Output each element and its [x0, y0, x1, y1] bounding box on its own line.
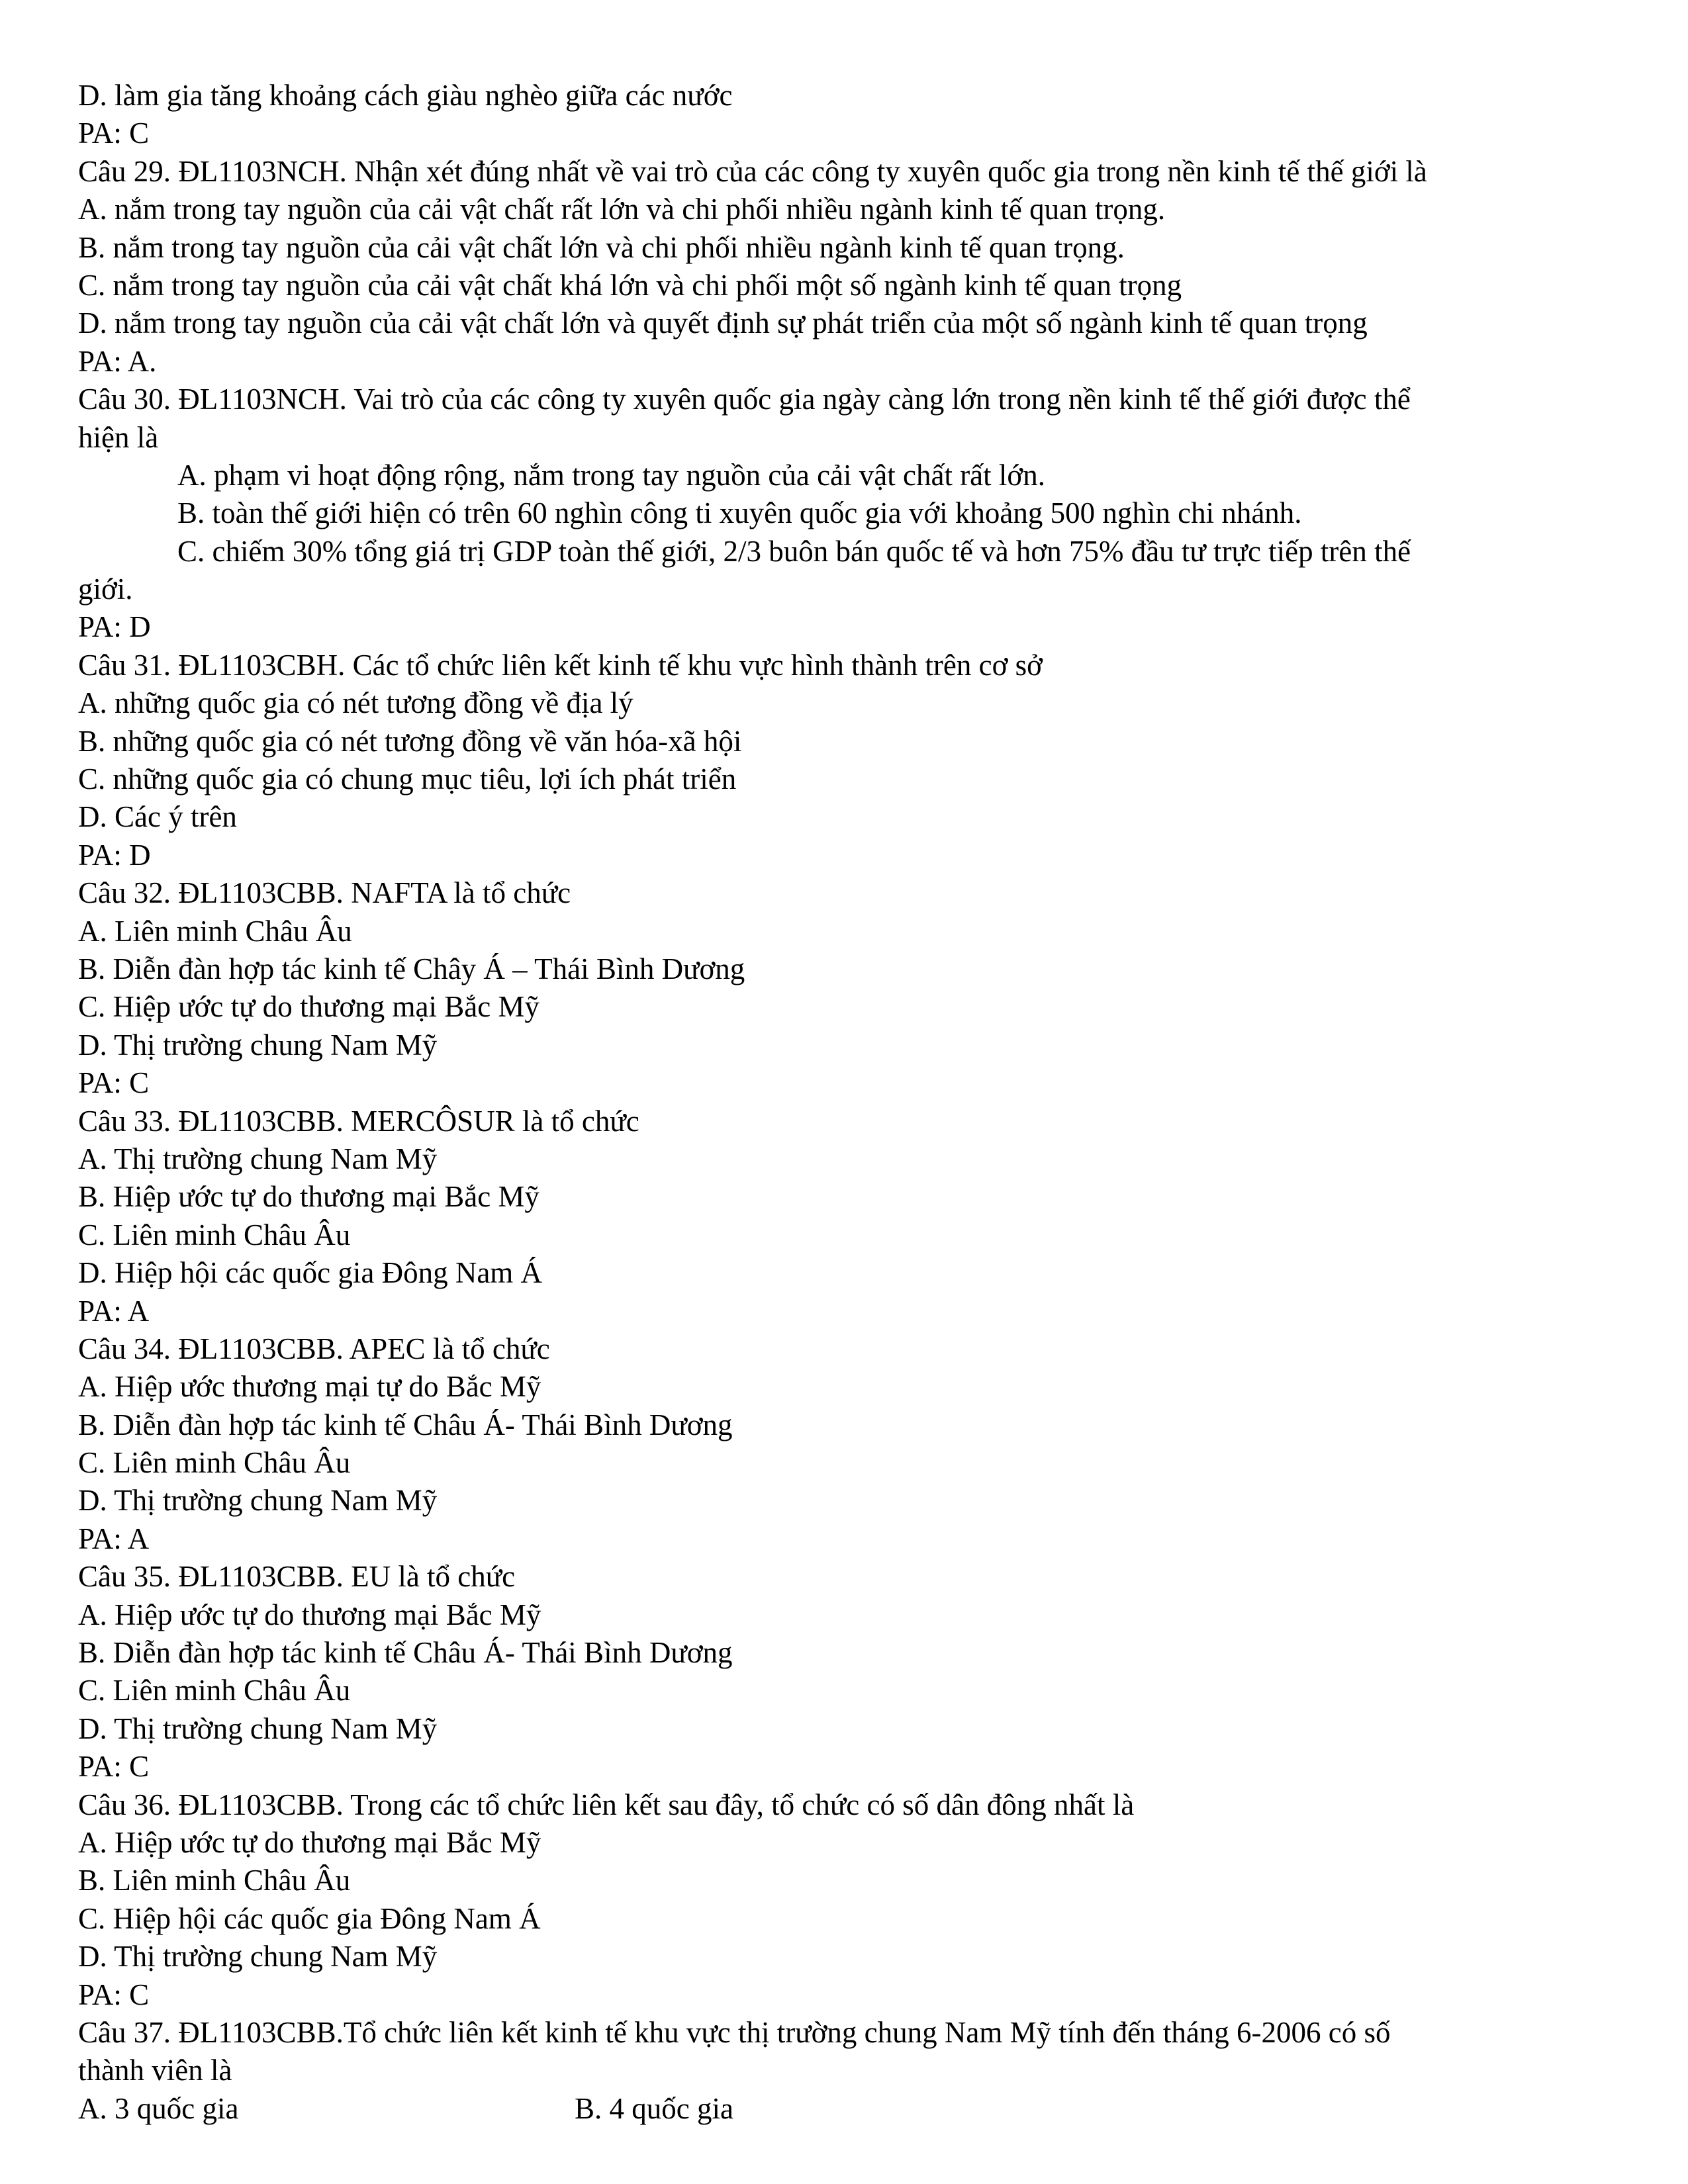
- question-line: Câu 29. ĐL1103NCH. Nhận xét đúng nhất về vai trò của các công ty xuyên quốc gia trong nền kinh tế thế giới là: [78, 154, 1427, 188]
- answer-key-line: PA: C: [78, 1978, 150, 2011]
- option-line: C. chiếm 30% tổng giá trị GDP toàn thế giới, 2/3 buôn bán quốc tế và hơn 75% đầu tư trực tiếp trên thế: [177, 534, 1411, 568]
- option-line: C. Liên minh Châu Âu: [78, 1674, 351, 1707]
- text-line: giới.: [78, 572, 133, 606]
- option-line: B. nắm trong tay nguồn của cải vật chất lớn và chi phối nhiều ngành kinh tế quan trọng.: [78, 230, 1125, 264]
- option-line: D. nắm trong tay nguồn của cải vật chất lớn và quyết định sự phát triển của một số ngành kinh tế quan trọng: [78, 306, 1368, 340]
- question-line: Câu 32. ĐL1103CBB. NAFTA là tổ chức: [78, 876, 571, 910]
- answer-key-line: PA: A.: [78, 344, 157, 378]
- option-line: D. Các ý trên: [78, 800, 237, 834]
- option-line: D. Thị trường chung Nam Mỹ: [78, 1940, 438, 1974]
- option-line: A. phạm vi hoạt động rộng, nắm trong tay nguồn của cải vật chất rất lớn.: [177, 458, 1045, 492]
- option-line: D. Thị trường chung Nam Mỹ: [78, 1711, 438, 1745]
- option-line: D. Thị trường chung Nam Mỹ: [78, 1484, 438, 1518]
- option-line: D. Hiệp hội các quốc gia Đông Nam Á: [78, 1256, 543, 1290]
- text-line: hiện là: [78, 420, 159, 454]
- option-line: C. Liên minh Châu Âu: [78, 1218, 351, 1251]
- option-line: B. những quốc gia có nét tương đồng về văn hóa-xã hội: [78, 724, 742, 758]
- option-b: B. 4 quốc gia: [575, 2091, 733, 2125]
- option-line: C. những quốc gia có chung mục tiêu, lợi ích phát triển: [78, 762, 737, 796]
- option-line: A. Hiệp ước tự do thương mại Bắc Mỹ: [78, 1598, 541, 1631]
- answer-key-line: PA: D: [78, 838, 151, 872]
- question-line: Câu 31. ĐL1103CBH. Các tổ chức liên kết kinh tế khu vực hình thành trên cơ sở: [78, 648, 1043, 682]
- option-a: A. 3 quốc gia: [78, 2091, 239, 2125]
- question-line: Câu 34. ĐL1103CBB. APEC là tổ chức: [78, 1332, 550, 1365]
- answer-key-line: PA: C: [78, 1066, 150, 1100]
- answer-options-row: [78, 2090, 1601, 2128]
- answer-key-line: PA: C: [78, 1750, 150, 1784]
- option-line: C. Hiệp hội các quốc gia Đông Nam Á: [78, 1901, 541, 1935]
- answer-key-line: PA: A: [78, 1522, 150, 1555]
- option-line: A. nắm trong tay nguồn của cải vật chất rất lớn và chi phối nhiều ngành kinh tế quan trọng.: [78, 193, 1166, 226]
- question-line: Câu 30. ĐL1103NCH. Vai trò của các công ty xuyên quốc gia ngày càng lớn trong nền kinh tế thế giới được thể: [78, 383, 1411, 416]
- option-line: D. làm gia tăng khoảng cách giàu nghèo giữa các nước: [78, 79, 733, 112]
- option-line: D. Thị trường chung Nam Mỹ: [78, 1028, 438, 1062]
- option-line: B. Diễn đàn hợp tác kinh tế Châu Á- Thái Bình Dương: [78, 1408, 733, 1441]
- option-line: B. toàn thế giới hiện có trên 60 nghìn công ti xuyên quốc gia với khoảng 500 nghìn chi nhánh.: [177, 496, 1302, 530]
- answer-key-line: PA: D: [78, 610, 151, 644]
- option-line: B. Diễn đàn hợp tác kinh tế Châu Á- Thái Bình Dương: [78, 1636, 733, 1670]
- document-page: [78, 77, 1601, 2128]
- question-line: Câu 37. ĐL1103CBB.Tổ chức liên kết kinh tế khu vực thị trường chung Nam Mỹ tính đến tháng 6-2006 có số: [78, 2015, 1391, 2049]
- option-line: A. những quốc gia có nét tương đồng về địa lý: [78, 686, 633, 720]
- option-line: A. Thị trường chung Nam Mỹ: [78, 1142, 438, 1175]
- question-line: Câu 35. ĐL1103CBB. EU là tổ chức: [78, 1560, 516, 1594]
- option-line: B. Hiệp ước tự do thương mại Bắc Mỹ: [78, 1180, 539, 1214]
- option-line: C. Liên minh Châu Âu: [78, 1446, 351, 1480]
- option-line: C. Hiệp ước tự do thương mại Bắc Mỹ: [78, 990, 539, 1024]
- option-line: B. Liên minh Châu Âu: [78, 1864, 351, 1897]
- question-line: Câu 33. ĐL1103CBB. MERCÔSUR là tổ chức: [78, 1104, 639, 1138]
- option-line: B. Diễn đàn hợp tác kinh tế Chây Á – Thái Bình Dương: [78, 952, 745, 985]
- document-body: [78, 77, 1601, 2090]
- answer-key-line: PA: C: [78, 116, 150, 150]
- text-line: thành viên là: [78, 2054, 232, 2087]
- option-line: A. Hiệp ước tự do thương mại Bắc Mỹ: [78, 1825, 541, 1859]
- question-line: Câu 36. ĐL1103CBB. Trong các tổ chức liên kết sau đây, tổ chức có số dân đông nhất là: [78, 1788, 1135, 1821]
- answer-key-line: PA: A: [78, 1294, 150, 1328]
- option-line: A. Hiệp ước thương mại tự do Bắc Mỹ: [78, 1370, 541, 1404]
- option-line: C. nắm trong tay nguồn của cải vật chất khá lớn và chi phối một số ngành kinh tế quan trọng: [78, 268, 1182, 302]
- option-line: A. Liên minh Châu Âu: [78, 914, 352, 948]
